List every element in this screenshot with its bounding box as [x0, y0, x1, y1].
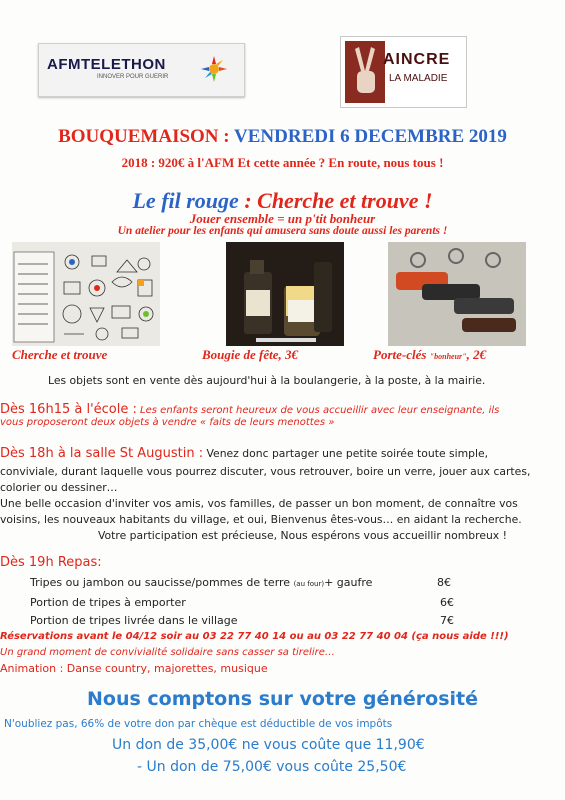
event-date: VENDREDI 6 DECEMBRE 2019	[234, 126, 507, 147]
school-text-2: vous proposeront deux objets à vendre « faits de leurs menottes »	[0, 417, 335, 428]
vaincre-la-maladie-logo	[340, 36, 467, 108]
menu-item-3-price: 7€	[440, 614, 454, 627]
menu-item-1	[30, 576, 372, 589]
school-lead: Dès 16h15 à l'école :	[0, 402, 137, 417]
caption-porte-cles-main: Porte-clés	[373, 347, 430, 362]
menu-item-2-label: Portion de tripes à emporter	[30, 596, 186, 609]
fil-rouge-game: : Cherche et trouve !	[238, 188, 433, 213]
caption-porte-cles-small: "bonheur"	[429, 352, 467, 361]
convivial-moment: Un grand moment de convivialité solidaire sans casser sa tirelire…	[0, 647, 335, 658]
bougie-de-fete-photo	[226, 242, 344, 346]
menu-item-1-label: Tripes ou jambon ou saucisse/pommes de terre	[30, 576, 294, 589]
victory-hand-icon	[345, 41, 385, 103]
meal-lead: Dès 19h Repas:	[0, 555, 102, 570]
evening-text-1: Venez donc partager une petite soirée toute simple,	[203, 447, 489, 460]
evening-line-5: Votre participation est précieuse, Nous espérons vous accueillir nombreux !	[98, 529, 507, 542]
sun-icon	[199, 54, 229, 84]
menu-item-1-note: (au four)	[293, 580, 325, 588]
donation-example-2: - Un don de 75,00€ vous coûte 25,50€	[137, 759, 407, 775]
town-name: BOUQUEMAISON :	[58, 126, 230, 147]
menu-item-1-price: 8€	[437, 576, 451, 589]
generosity-headline: Nous comptons sur votre générosité	[86, 688, 479, 710]
afm-logo-tagline: INNOVER POUR GUERIR	[97, 74, 169, 80]
porte-cles-photo	[388, 242, 526, 346]
evening-line-4: voisins, les nouveaux habitants du village, et oui, Bienvenus êtes-vous… en aidant la recherche.	[0, 513, 522, 526]
fil-rouge-slogan: Jouer ensemble = un p'tit bonheur	[189, 211, 376, 226]
donation-example-1: Un don de 35,00€ ne vous coûte que 11,90€	[112, 737, 425, 753]
event-heading	[0, 126, 565, 148]
menu-item-3-label: Portion de tripes livrée dans le village	[30, 614, 238, 627]
fil-rouge-label: Le fil rouge	[132, 188, 239, 213]
reservation-info: Réservations avant le 04/12 soir au 03 22 77 40 14 ou au 03 22 77 40 04 (ça nous aide !!!)	[0, 631, 509, 642]
school-section	[0, 400, 499, 418]
afm-logo-name: AFMTELETHON	[47, 56, 166, 73]
vaincre-logo-word: AINCRE	[383, 51, 451, 68]
evening-line-1: conviviale, durant laquelle vous pourrez discuter, vous retrouver, boire un verre, jouer aux cartes,	[0, 465, 531, 478]
caption-cherche-et-trouve: Cherche et trouve	[12, 347, 108, 362]
vaincre-logo-subtitle: LA MALADIE	[389, 73, 448, 84]
afm-telethon-logo	[38, 43, 245, 97]
fil-rouge-description: Un atelier pour les enfants qui amusera sans doute aussi les parents !	[117, 225, 448, 237]
menu-item-2-price: 6€	[440, 596, 454, 609]
tax-deduction-info: N'oubliez pas, 66% de votre don par chèque est déductible de vos impôts	[4, 718, 393, 730]
caption-porte-cles-price: , 2€	[466, 347, 487, 362]
evening-section	[0, 444, 488, 462]
cherche-et-trouve-photo	[12, 242, 160, 346]
evening-lead: Dès 18h à la salle St Augustin :	[0, 446, 204, 461]
sale-info: Les objets sont en vente dès aujourd'hui à la boulangerie, à la poste, à la mairie.	[48, 374, 486, 387]
menu-item-1-after: + gaufre	[324, 576, 373, 589]
evening-line-2: colorier ou dessiner…	[0, 481, 118, 494]
animation-info: Animation : Danse country, majorettes, musique	[0, 662, 268, 675]
evening-line-3: Une belle occasion d'inviter vos amis, vos familles, de passer un bon moment, de connaître vos	[0, 497, 518, 510]
last-year-line: 2018 : 920€ à l'AFM Et cette année ? En route, nous tous !	[121, 155, 444, 170]
caption-bougie: Bougie de fête, 3€	[202, 347, 299, 362]
school-text-1: Les enfants seront heureux de vous accueillir avec leur enseignante, ils	[136, 405, 500, 416]
caption-porte-cles	[373, 347, 486, 363]
